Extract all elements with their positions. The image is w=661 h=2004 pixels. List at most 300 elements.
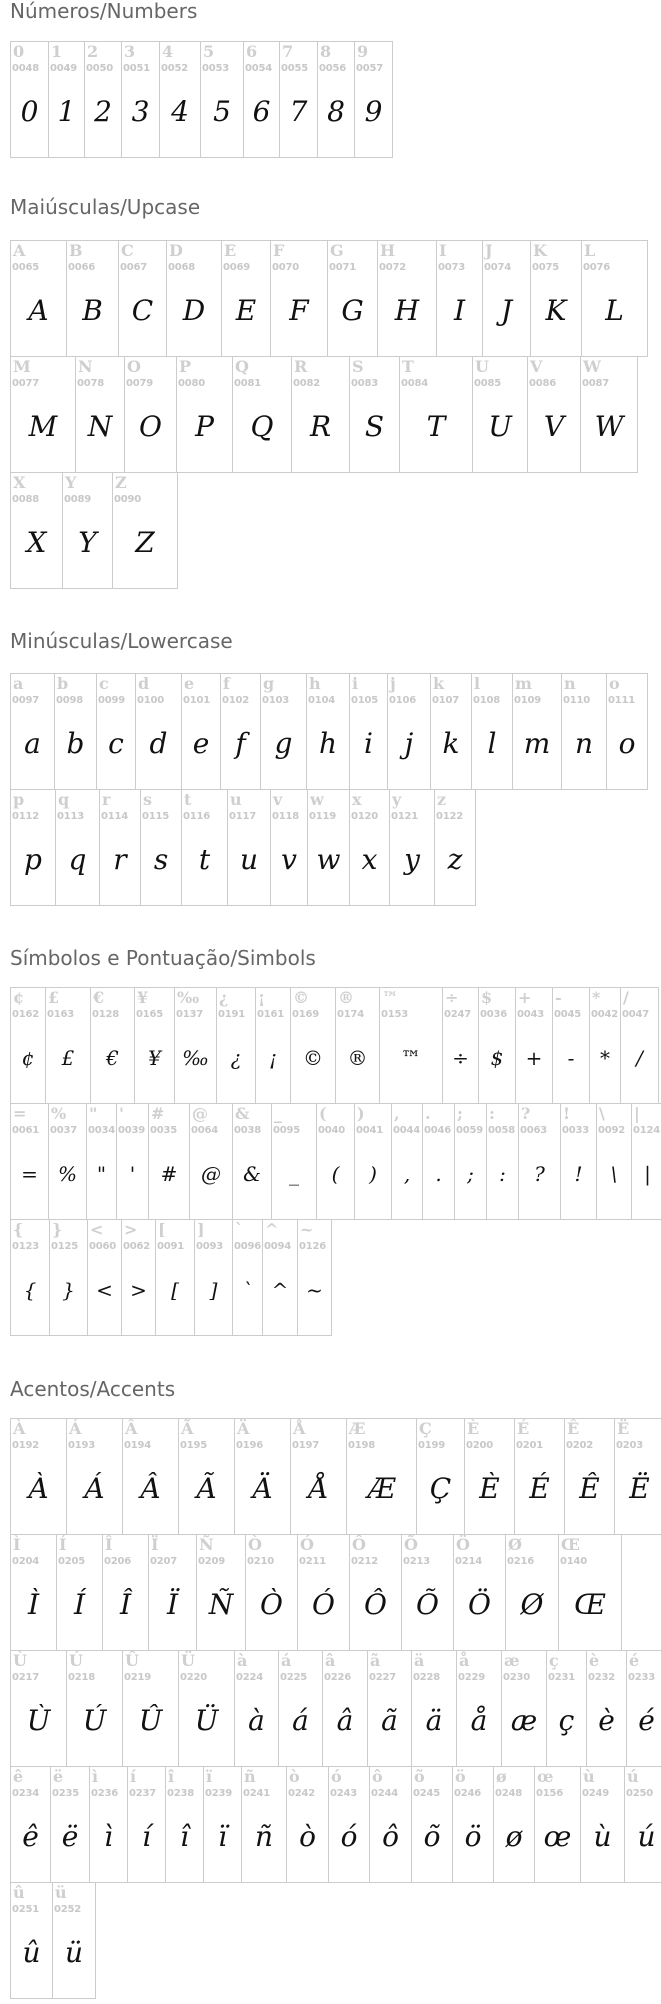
glyph-code: 0126 bbox=[299, 1241, 327, 1252]
glyph-code: 0156 bbox=[536, 1788, 564, 1799]
glyph-cell bbox=[606, 673, 648, 790]
glyph-cell bbox=[401, 1534, 454, 1651]
glyph-cell bbox=[286, 1766, 329, 1883]
glyph-label: À bbox=[13, 1419, 26, 1438]
glyph-label: / bbox=[623, 988, 629, 1007]
glyph-sample: | bbox=[644, 1162, 651, 1186]
glyph-label: [ bbox=[158, 1220, 166, 1239]
section-title-symbols: Símbolos e Pontuação/Simbols bbox=[10, 946, 316, 970]
glyph-code: 0191 bbox=[218, 1009, 246, 1020]
glyph-sample: Õ bbox=[416, 1588, 439, 1621]
glyph-sample: Ê bbox=[579, 1472, 600, 1505]
glyph-code: 0042 bbox=[591, 1009, 619, 1020]
glyph-sample: $ bbox=[490, 1046, 504, 1070]
glyph-code: 0103 bbox=[262, 695, 290, 706]
glyph-label: s bbox=[143, 790, 153, 809]
glyph-code: 0078 bbox=[77, 378, 105, 389]
glyph-sample: Ö bbox=[468, 1588, 491, 1621]
glyph-cell bbox=[389, 789, 435, 906]
glyph-cell bbox=[75, 356, 125, 473]
glyph-label: I bbox=[439, 241, 447, 260]
glyph-label: b bbox=[57, 674, 69, 693]
glyph-code: 0095 bbox=[273, 1125, 301, 1136]
glyph-label: 1 bbox=[51, 42, 63, 61]
glyph-cell bbox=[596, 1103, 632, 1220]
glyph-sample: Ú bbox=[82, 1704, 107, 1737]
glyph-sample: â bbox=[336, 1704, 354, 1737]
glyph-label: K bbox=[533, 241, 547, 260]
glyph-sample: ó bbox=[340, 1820, 358, 1853]
glyph-cell bbox=[10, 987, 46, 1104]
glyph-code: 0109 bbox=[514, 695, 542, 706]
glyph-cell bbox=[552, 987, 590, 1104]
glyph-cell bbox=[62, 472, 113, 589]
glyph-cell bbox=[96, 673, 136, 790]
glyph-label: Ö bbox=[456, 1535, 470, 1554]
glyph-label: R bbox=[294, 357, 308, 376]
glyph-sample: ] bbox=[209, 1278, 218, 1302]
glyph-code: 0064 bbox=[191, 1125, 219, 1136]
glyph-sample: F bbox=[289, 294, 309, 327]
glyph-sample: _ bbox=[289, 1162, 299, 1186]
glyph-label: G bbox=[330, 241, 344, 260]
glyph-code: 0073 bbox=[438, 262, 466, 273]
glyph-cell bbox=[127, 1766, 166, 1883]
glyph-code: 0053 bbox=[202, 63, 230, 74]
glyph-label: ? bbox=[521, 1104, 531, 1123]
glyph-cell bbox=[322, 1650, 368, 1767]
glyph-label: # bbox=[151, 1104, 165, 1123]
glyph-code: 0058 bbox=[488, 1125, 516, 1136]
glyph-code: 0124 bbox=[633, 1125, 661, 1136]
glyph-sample: î bbox=[180, 1820, 189, 1853]
glyph-sample: È bbox=[479, 1472, 500, 1505]
glyph-label: û bbox=[13, 1883, 25, 1902]
glyph-label: } bbox=[52, 1220, 63, 1239]
glyph-cell bbox=[278, 1650, 323, 1767]
glyph-sample: Í bbox=[73, 1588, 86, 1621]
glyph-sample: [ bbox=[171, 1278, 179, 1302]
glyph-code: 0070 bbox=[272, 262, 300, 273]
glyph-label: _ bbox=[274, 1104, 282, 1123]
glyph-sample: # bbox=[160, 1162, 178, 1186]
glyph-label: ç bbox=[549, 1651, 559, 1670]
glyph-cell bbox=[66, 240, 119, 357]
glyph-label: Ñ bbox=[199, 1535, 214, 1554]
glyph-cell bbox=[387, 673, 431, 790]
glyph-label: ¿ bbox=[219, 988, 229, 1007]
glyph-sample: j bbox=[404, 727, 414, 760]
glyph-code: 0090 bbox=[114, 494, 142, 505]
glyph-label: : bbox=[489, 1104, 495, 1123]
glyph-cell bbox=[518, 1103, 561, 1220]
glyph-code: 0121 bbox=[391, 811, 419, 822]
glyph-label: Í bbox=[59, 1535, 67, 1554]
glyph-label: Æ bbox=[349, 1419, 366, 1438]
glyph-sample: L bbox=[605, 294, 624, 327]
glyph-code: 0205 bbox=[58, 1556, 86, 1567]
glyph-sample: : bbox=[499, 1162, 506, 1186]
glyph-cell bbox=[255, 987, 291, 1104]
glyph-sample: Ü bbox=[194, 1704, 219, 1737]
glyph-label: 2 bbox=[87, 42, 99, 61]
section-title-lowercase: Minúsculas/Lowercase bbox=[10, 629, 233, 653]
glyph-label: ] bbox=[197, 1220, 205, 1239]
glyph-sample: å bbox=[470, 1704, 488, 1737]
glyph-sample: d bbox=[149, 727, 168, 760]
glyph-code: 0128 bbox=[92, 1009, 120, 1020]
glyph-cell bbox=[589, 987, 621, 1104]
glyph-code: 0238 bbox=[167, 1788, 195, 1799]
glyph-cell bbox=[140, 789, 182, 906]
glyph-cell bbox=[486, 1103, 519, 1220]
glyph-code: 0110 bbox=[563, 695, 591, 706]
glyph-cell bbox=[430, 673, 472, 790]
glyph-sample: J bbox=[500, 294, 513, 327]
glyph-sample: p bbox=[24, 843, 42, 876]
glyph-sample: 7 bbox=[289, 95, 308, 128]
glyph-label: 7 bbox=[282, 42, 294, 61]
glyph-code: 0085 bbox=[474, 378, 502, 389]
glyph-cell bbox=[232, 1103, 272, 1220]
glyph-label: ô bbox=[372, 1767, 383, 1786]
glyph-code: 0140 bbox=[560, 1556, 588, 1567]
glyph-code: 0112 bbox=[12, 811, 40, 822]
glyph-code: 0194 bbox=[124, 1440, 152, 1451]
glyph-label: , bbox=[394, 1104, 400, 1123]
glyph-cell bbox=[471, 673, 513, 790]
glyph-cell bbox=[262, 1219, 298, 1336]
glyph-sample: Å bbox=[308, 1472, 329, 1505]
glyph-cell bbox=[10, 1103, 49, 1220]
glyph-sample: ê bbox=[22, 1820, 39, 1853]
glyph-label: œ bbox=[537, 1767, 554, 1786]
glyph-cell bbox=[121, 41, 160, 158]
glyph-code: 0237 bbox=[129, 1788, 157, 1799]
glyph-label: 9 bbox=[357, 42, 369, 61]
glyph-label: $ bbox=[481, 988, 493, 1007]
glyph-sample: ) bbox=[369, 1162, 377, 1186]
glyph-code: 0043 bbox=[517, 1009, 545, 1020]
glyph-label: C bbox=[121, 241, 134, 260]
glyph-code: 0243 bbox=[330, 1788, 358, 1799]
glyph-label: f bbox=[223, 674, 230, 693]
glyph-label: 4 bbox=[162, 42, 174, 61]
glyph-code: 0226 bbox=[324, 1672, 352, 1683]
glyph-label: Î bbox=[105, 1535, 113, 1554]
glyph-label: q bbox=[58, 790, 70, 809]
glyph-cell bbox=[124, 356, 177, 473]
glyph-cell bbox=[178, 1418, 235, 1535]
glyph-sample: Q bbox=[250, 410, 274, 443]
glyph-cell bbox=[10, 1534, 57, 1651]
glyph-label: É bbox=[517, 1419, 530, 1438]
glyph-code: 0251 bbox=[12, 1904, 40, 1915]
glyph-label: Z bbox=[115, 473, 127, 492]
glyph-label: € bbox=[93, 988, 105, 1007]
glyph-code: 0083 bbox=[351, 378, 379, 389]
glyph-grid-row bbox=[10, 1103, 661, 1220]
glyph-sample: x bbox=[361, 843, 378, 876]
glyph-label: j bbox=[390, 674, 396, 693]
glyph-code: 0165 bbox=[136, 1009, 164, 1020]
glyph-cell bbox=[317, 41, 355, 158]
glyph-label: V bbox=[530, 357, 543, 376]
glyph-sample: ! bbox=[574, 1162, 583, 1186]
glyph-cell bbox=[241, 1766, 287, 1883]
glyph-sample: u bbox=[239, 843, 259, 876]
glyph-sample: { bbox=[23, 1278, 37, 1302]
glyph-sample: k bbox=[442, 727, 460, 760]
glyph-cell bbox=[620, 987, 659, 1104]
glyph-label: J bbox=[485, 241, 493, 260]
glyph-cell bbox=[232, 356, 292, 473]
glyph-cell bbox=[216, 987, 256, 1104]
glyph-code: 0192 bbox=[12, 1440, 40, 1451]
glyph-cell bbox=[49, 1219, 88, 1336]
glyph-cell bbox=[515, 987, 553, 1104]
glyph-label: D bbox=[169, 241, 183, 260]
glyph-cell bbox=[452, 1766, 494, 1883]
glyph-cell bbox=[56, 1534, 103, 1651]
glyph-code: 0067 bbox=[120, 262, 148, 273]
glyph-sample: e bbox=[192, 727, 210, 760]
glyph-sample: Ç bbox=[429, 1472, 452, 1505]
glyph-code: 0100 bbox=[137, 695, 165, 706]
glyph-label: { bbox=[13, 1220, 24, 1239]
glyph-cell bbox=[227, 789, 271, 906]
glyph-cell bbox=[328, 1766, 370, 1883]
glyph-code: 0093 bbox=[196, 1241, 224, 1252]
glyph-cell bbox=[178, 1650, 235, 1767]
glyph-code: 0072 bbox=[379, 262, 407, 273]
glyph-label: ê bbox=[13, 1767, 24, 1786]
glyph-code: 0113 bbox=[57, 811, 85, 822]
glyph-code: 0214 bbox=[455, 1556, 483, 1567]
glyph-label: ä bbox=[414, 1651, 425, 1670]
glyph-code: 0076 bbox=[583, 262, 611, 273]
glyph-sample: © bbox=[303, 1046, 323, 1070]
glyph-label: ú bbox=[627, 1767, 639, 1786]
glyph-cell bbox=[10, 472, 63, 589]
glyph-label: + bbox=[518, 988, 532, 1007]
glyph-sample: ò bbox=[299, 1820, 316, 1853]
glyph-label: t bbox=[184, 790, 192, 809]
glyph-code: 0209 bbox=[198, 1556, 226, 1567]
glyph-label: > bbox=[124, 1220, 138, 1239]
glyph-label: Y bbox=[65, 473, 77, 492]
glyph-sample: Œ bbox=[574, 1588, 606, 1621]
glyph-code: 0102 bbox=[222, 695, 250, 706]
glyph-code: 0045 bbox=[554, 1009, 582, 1020]
glyph-cell bbox=[335, 987, 380, 1104]
glyph-cell bbox=[270, 240, 328, 357]
glyph-sample: / bbox=[636, 1046, 643, 1070]
glyph-cell bbox=[442, 987, 479, 1104]
glyph-code: 0234 bbox=[12, 1788, 40, 1799]
glyph-cell bbox=[546, 1650, 587, 1767]
glyph-cell bbox=[580, 1766, 625, 1883]
glyph-code: 0069 bbox=[223, 262, 251, 273]
glyph-code: 0039 bbox=[118, 1125, 146, 1136]
glyph-code: 0224 bbox=[236, 1672, 264, 1683]
glyph-cell bbox=[116, 1103, 149, 1220]
glyph-label: ) bbox=[357, 1104, 365, 1123]
glyph-grid-row bbox=[10, 41, 393, 158]
glyph-code: 0041 bbox=[356, 1125, 384, 1136]
glyph-cell bbox=[10, 356, 76, 473]
glyph-cell bbox=[66, 1418, 123, 1535]
glyph-label: à bbox=[237, 1651, 248, 1670]
glyph-code: 0193 bbox=[68, 1440, 96, 1451]
glyph-code: 0235 bbox=[52, 1788, 80, 1799]
glyph-sample: h bbox=[318, 727, 338, 760]
glyph-code: 0204 bbox=[12, 1556, 40, 1567]
glyph-cell bbox=[379, 987, 443, 1104]
glyph-sample: Ô bbox=[364, 1588, 387, 1621]
glyph-label: Ó bbox=[300, 1535, 314, 1554]
glyph-sample: ô bbox=[382, 1820, 399, 1853]
glyph-label: y bbox=[392, 790, 402, 809]
glyph-label: 8 bbox=[320, 42, 332, 61]
glyph-sample: ` bbox=[242, 1278, 253, 1302]
glyph-code: 0057 bbox=[356, 63, 384, 74]
glyph-code: 0195 bbox=[180, 1440, 208, 1451]
glyph-cell bbox=[10, 240, 67, 357]
glyph-sample: V bbox=[543, 410, 565, 443]
glyph-sample: ^ bbox=[271, 1278, 289, 1302]
glyph-cell bbox=[159, 41, 201, 158]
glyph-code: 0082 bbox=[293, 378, 321, 389]
glyph-sample: Y bbox=[78, 526, 97, 559]
glyph-cell bbox=[87, 1219, 122, 1336]
glyph-cell bbox=[86, 1103, 117, 1220]
glyph-cell bbox=[135, 673, 182, 790]
glyph-sample: í bbox=[142, 1820, 151, 1853]
glyph-code: 0203 bbox=[616, 1440, 644, 1451]
glyph-sample: ö bbox=[464, 1820, 482, 1853]
glyph-cell bbox=[189, 1103, 233, 1220]
glyph-sample: Ñ bbox=[208, 1588, 234, 1621]
glyph-code: 0115 bbox=[142, 811, 170, 822]
glyph-cell bbox=[290, 1418, 347, 1535]
glyph-code: 0163 bbox=[47, 1009, 75, 1020]
section-title-upcase: Maiúsculas/Upcase bbox=[10, 195, 201, 219]
glyph-code: 0247 bbox=[444, 1009, 472, 1020]
glyph-code: 0211 bbox=[299, 1556, 327, 1567]
glyph-cell bbox=[472, 356, 528, 473]
glyph-code: 0086 bbox=[529, 378, 557, 389]
glyph-label: È bbox=[467, 1419, 480, 1438]
glyph-sample: c bbox=[108, 727, 124, 760]
glyph-code: 0162 bbox=[12, 1009, 40, 1020]
glyph-sample: õ bbox=[423, 1820, 441, 1853]
glyph-sample: b bbox=[66, 727, 85, 760]
glyph-grid-row bbox=[10, 356, 638, 473]
glyph-code: 0059 bbox=[456, 1125, 484, 1136]
glyph-label: A bbox=[13, 241, 26, 260]
glyph-grid-row bbox=[10, 240, 648, 357]
glyph-cell bbox=[505, 1534, 559, 1651]
glyph-label: 6 bbox=[246, 42, 258, 61]
glyph-cell bbox=[626, 1650, 661, 1767]
glyph-label: ~ bbox=[300, 1220, 314, 1239]
glyph-label: ' bbox=[119, 1104, 124, 1123]
glyph-label: ï bbox=[206, 1767, 213, 1786]
glyph-code: 0063 bbox=[520, 1125, 548, 1136]
glyph-code: 0239 bbox=[205, 1788, 233, 1799]
glyph-label: U bbox=[475, 357, 489, 376]
glyph-label: i bbox=[352, 674, 359, 693]
glyph-code: 0120 bbox=[351, 811, 379, 822]
glyph-cell bbox=[165, 1766, 204, 1883]
glyph-code: 0066 bbox=[68, 262, 96, 273]
glyph-cell bbox=[297, 1219, 332, 1336]
glyph-code: 0096 bbox=[234, 1241, 262, 1252]
glyph-cell bbox=[354, 1103, 392, 1220]
glyph-sample: y bbox=[404, 843, 420, 876]
glyph-sample: s bbox=[153, 843, 169, 876]
glyph-cell bbox=[391, 1103, 423, 1220]
glyph-label: æ bbox=[504, 1651, 520, 1670]
glyph-sample: B bbox=[82, 294, 103, 327]
glyph-code: 0062 bbox=[123, 1241, 151, 1252]
glyph-code: 0035 bbox=[150, 1125, 178, 1136]
glyph-sample: D bbox=[182, 294, 206, 327]
glyph-sample: r bbox=[113, 843, 127, 876]
glyph-label: p bbox=[13, 790, 25, 809]
glyph-code: 0089 bbox=[64, 494, 92, 505]
glyph-code: 0050 bbox=[86, 63, 114, 74]
glyph-cell bbox=[454, 1103, 487, 1220]
glyph-sample: ; bbox=[467, 1162, 474, 1186]
glyph-cell bbox=[102, 1534, 149, 1651]
glyph-sample: Ä bbox=[252, 1472, 273, 1505]
glyph-cell bbox=[234, 1418, 291, 1535]
glyph-code: 0105 bbox=[351, 695, 379, 706]
glyph-cell bbox=[66, 1650, 123, 1767]
glyph-code: 0091 bbox=[157, 1241, 185, 1252]
glyph-code: 0111 bbox=[608, 695, 636, 706]
glyph-sample: ‰ bbox=[182, 1046, 209, 1070]
glyph-label: u bbox=[230, 790, 242, 809]
glyph-code: 0046 bbox=[424, 1125, 452, 1136]
glyph-sample: Ã bbox=[196, 1472, 217, 1505]
glyph-code: 0052 bbox=[161, 63, 189, 74]
glyph-code: 0088 bbox=[12, 494, 40, 505]
glyph-code: 0077 bbox=[12, 378, 40, 389]
glyph-label: ¢ bbox=[13, 988, 25, 1007]
glyph-code: 0097 bbox=[12, 695, 40, 706]
glyph-code: 0117 bbox=[229, 811, 257, 822]
glyph-label: Å bbox=[293, 1419, 306, 1438]
glyph-cell bbox=[580, 356, 638, 473]
glyph-code: 0038 bbox=[234, 1125, 262, 1136]
glyph-code: 0241 bbox=[243, 1788, 271, 1799]
glyph-code: 0137 bbox=[176, 1009, 204, 1020]
glyph-cell bbox=[122, 1650, 179, 1767]
glyph-sample: 2 bbox=[94, 95, 112, 128]
glyph-cell bbox=[349, 673, 388, 790]
glyph-cell bbox=[561, 673, 607, 790]
glyph-label: 5 bbox=[203, 42, 215, 61]
glyph-sample: ú bbox=[637, 1820, 656, 1853]
glyph-sample: ' bbox=[129, 1162, 136, 1186]
glyph-sample: R bbox=[309, 410, 332, 443]
glyph-label: F bbox=[273, 241, 285, 260]
glyph-label: Ë bbox=[617, 1419, 630, 1438]
glyph-sample: 9 bbox=[364, 95, 383, 128]
